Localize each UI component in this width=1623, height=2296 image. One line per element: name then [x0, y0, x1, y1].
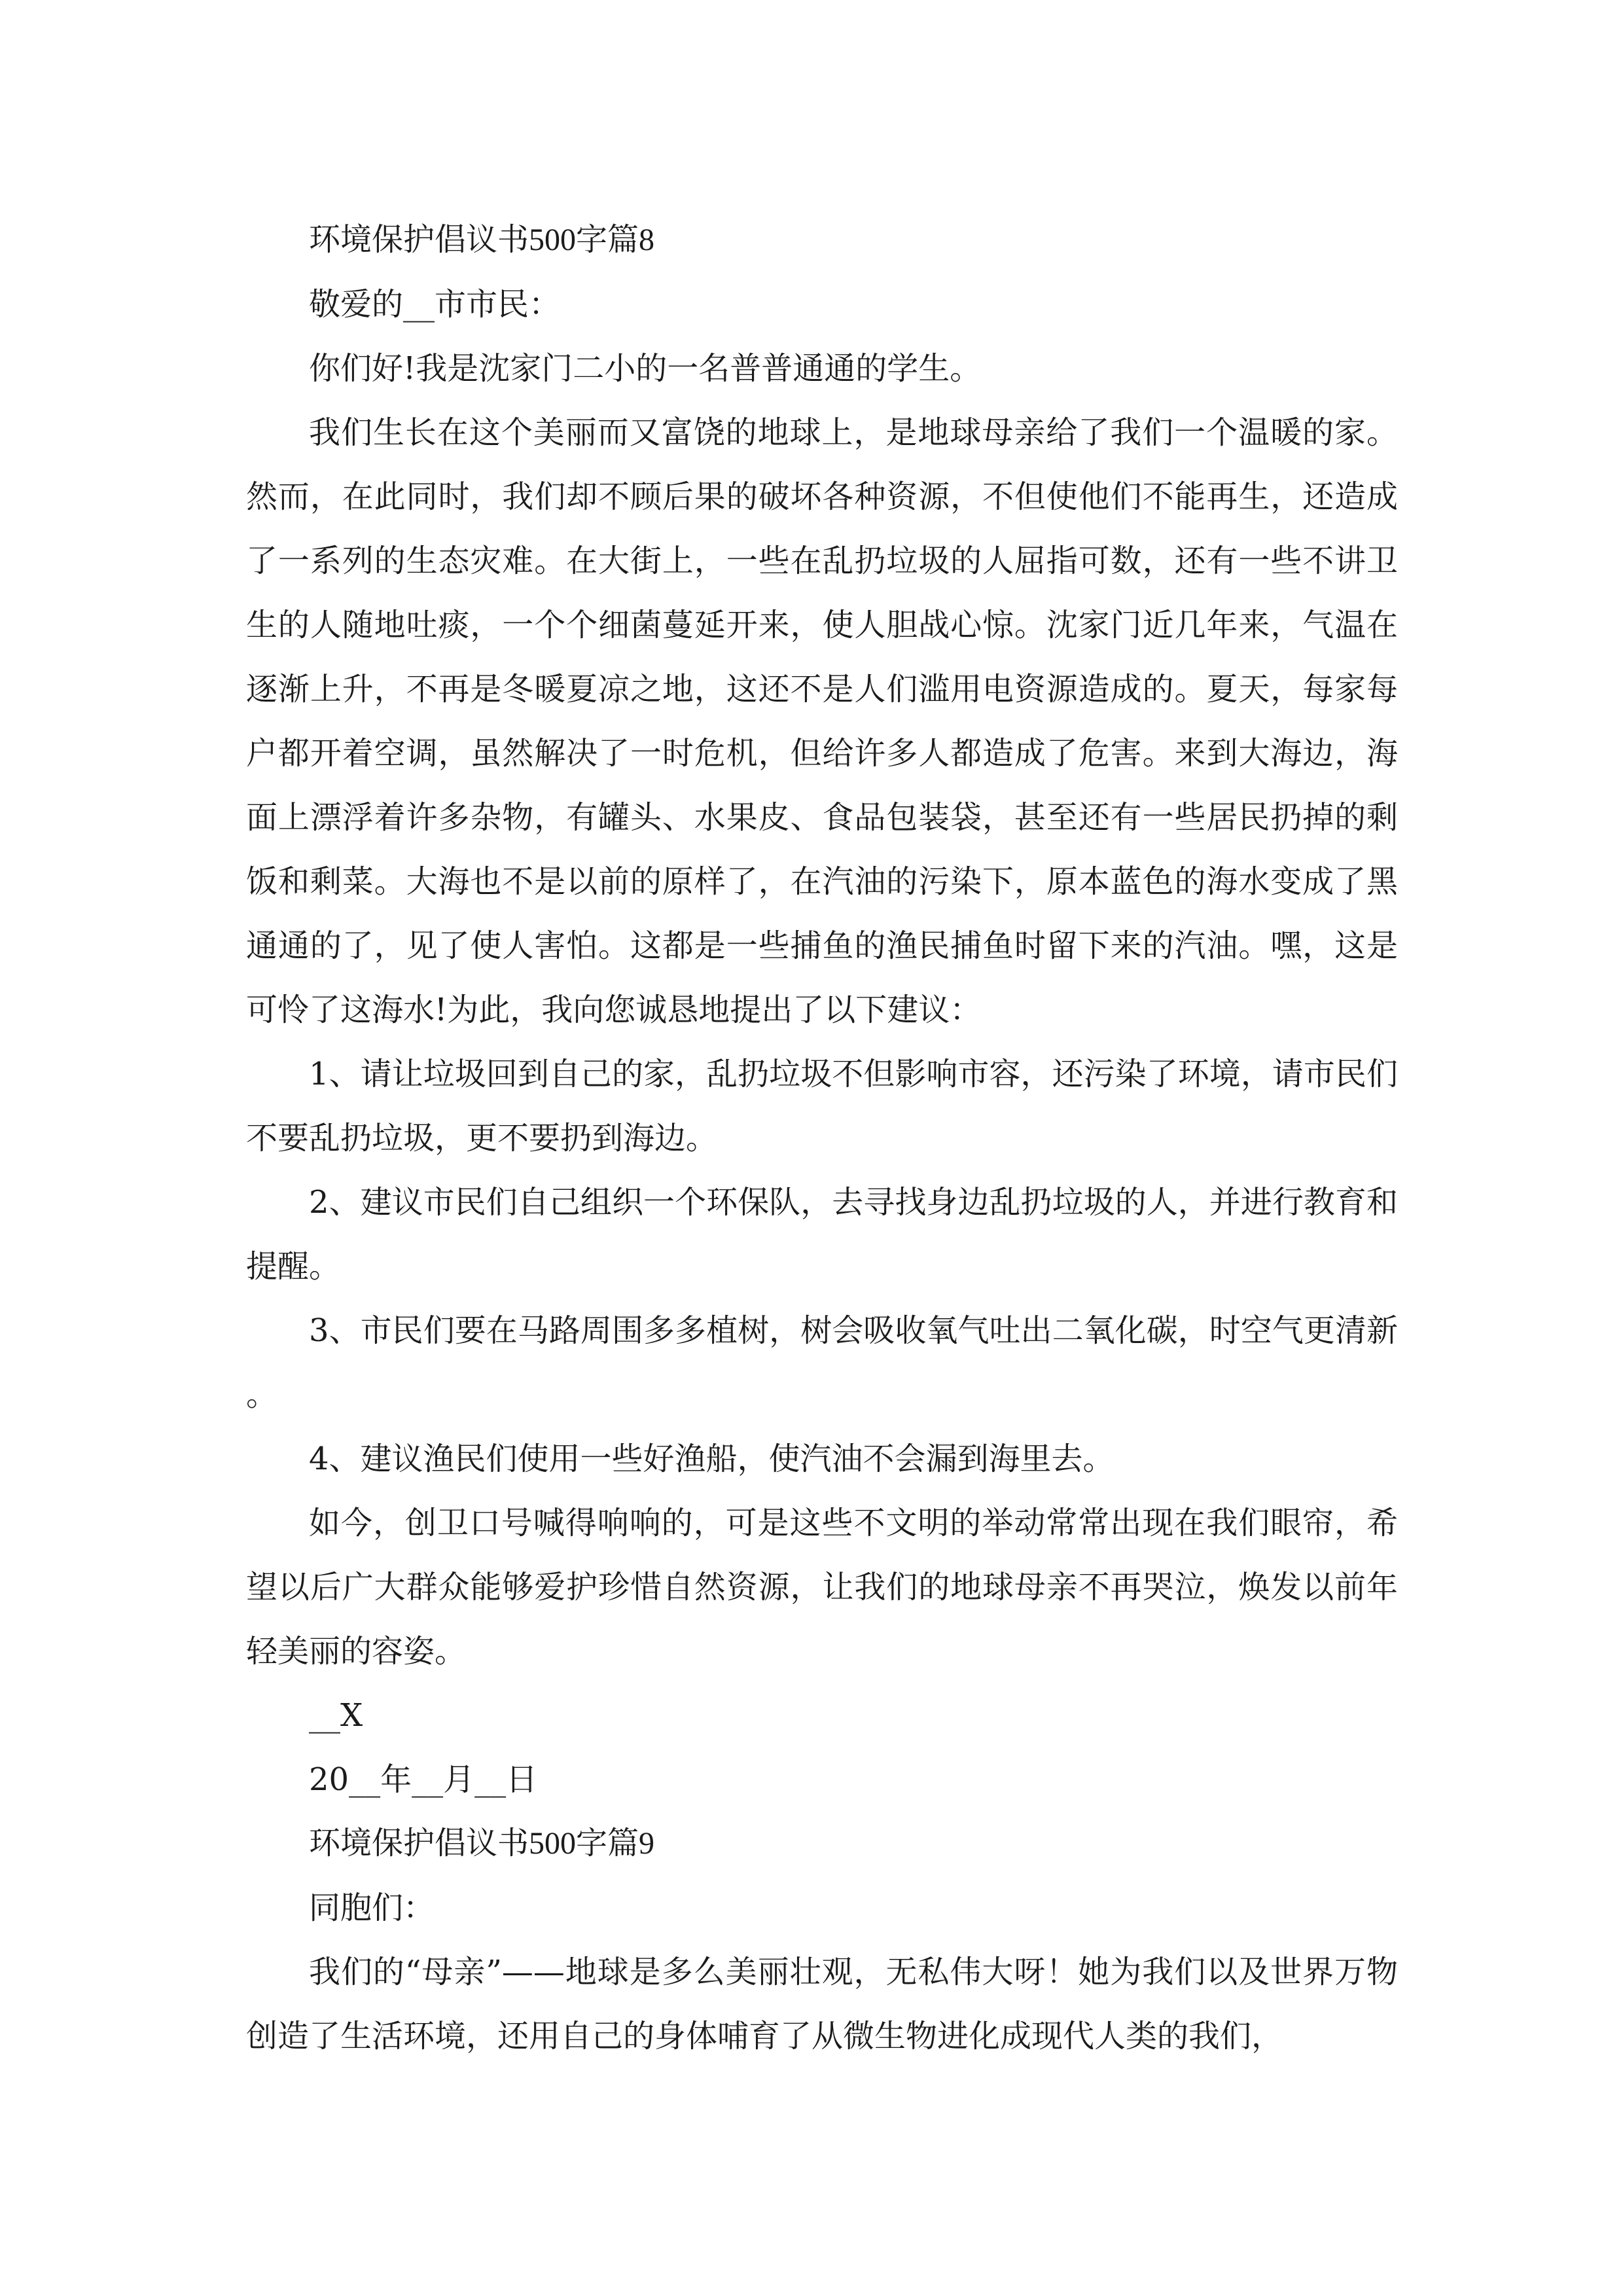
signature: __X — [309, 1697, 363, 1734]
section-title: 环境保护倡议书500字篇8 — [309, 223, 655, 257]
suggestion-item: 1、请让垃圾回到自己的家，乱扔垃圾不但影响市容，还污染了环境，请市民们不要乱扔垃圾，更不要扔到海边。 — [246, 1056, 1398, 1157]
body-paragraph: 我们的“母亲”——地球是多么美丽壮观，无私伟大呀！她为我们以及世界万物创造了生活环境，还用自己的身体哺育了从微生物进化成现代人类的我们， — [246, 1954, 1398, 2054]
date-line: 20__年__月__日 — [309, 1761, 538, 1798]
document-body — [246, 208, 1398, 2068]
closing-paragraph: 如今，创卫口号喊得响响的，可是这些不文明的举动常常出现在我们眼帘，希望以后广大群众能够爱护珍惜自然资源，让我们的地球母亲不再哭泣，焕发以前年轻美丽的容姿。 — [246, 1505, 1398, 1670]
body-paragraph: 我们生长在这个美丽而又富饶的地球上，是地球母亲给了我们一个温暖的家。然而，在此同时，我们却不顾后果的破坏各种资源，不但使他们不能再生，还造成了一系列的生态灾难。在大街上，一些在乱扔垃圾的人屈指可数，还有一些不讲卫生的人随地吐痰，一个个细菌蔓延开来，使人胆战心惊。沈家门近几年来，气温在逐渐上升，不再是冬暖夏凉之地，这还不是人们滥用电资源造成的。夏天，每家每户都开着空调，虽然解决了一时危机，但给许多人都造成了危害。来到大海边，海面上漂浮着许多杂物，有罐头、水果皮、食品包装袋，甚至还有一些居民扔掉的剩饭和剩菜。大海也不是以前的原样了，在汽油的污染下，原本蓝色的海水变成了黑通通的了，见了使人害怕。这都是一些捕鱼的渔民捕鱼时留下来的汽油。嘿，这是可怜了这海水!为此，我向您诚恳地提出了以下建议： — [246, 414, 1398, 1028]
salutation: 敬爱的__市市民： — [309, 286, 561, 323]
suggestion-item: 4、建议渔民们使用一些好渔船，使汽油不会漏到海里去。 — [309, 1441, 1115, 1477]
salutation: 同胞们： — [309, 1890, 435, 1926]
section-title: 环境保护倡议书500字篇9 — [309, 1826, 655, 1861]
suggestion-item: 3、市民们要在马路周围多多植树，树会吸收氧气吐出二氧化碳，时空气更清新。 — [246, 1312, 1398, 1413]
suggestion-item: 2、建议市民们自己组织一个环保队，去寻找身边乱扔垃圾的人，并进行教育和提醒。 — [246, 1184, 1398, 1285]
greeting: 你们好!我是沈家门二小的一名普普通通的学生。 — [309, 350, 982, 387]
